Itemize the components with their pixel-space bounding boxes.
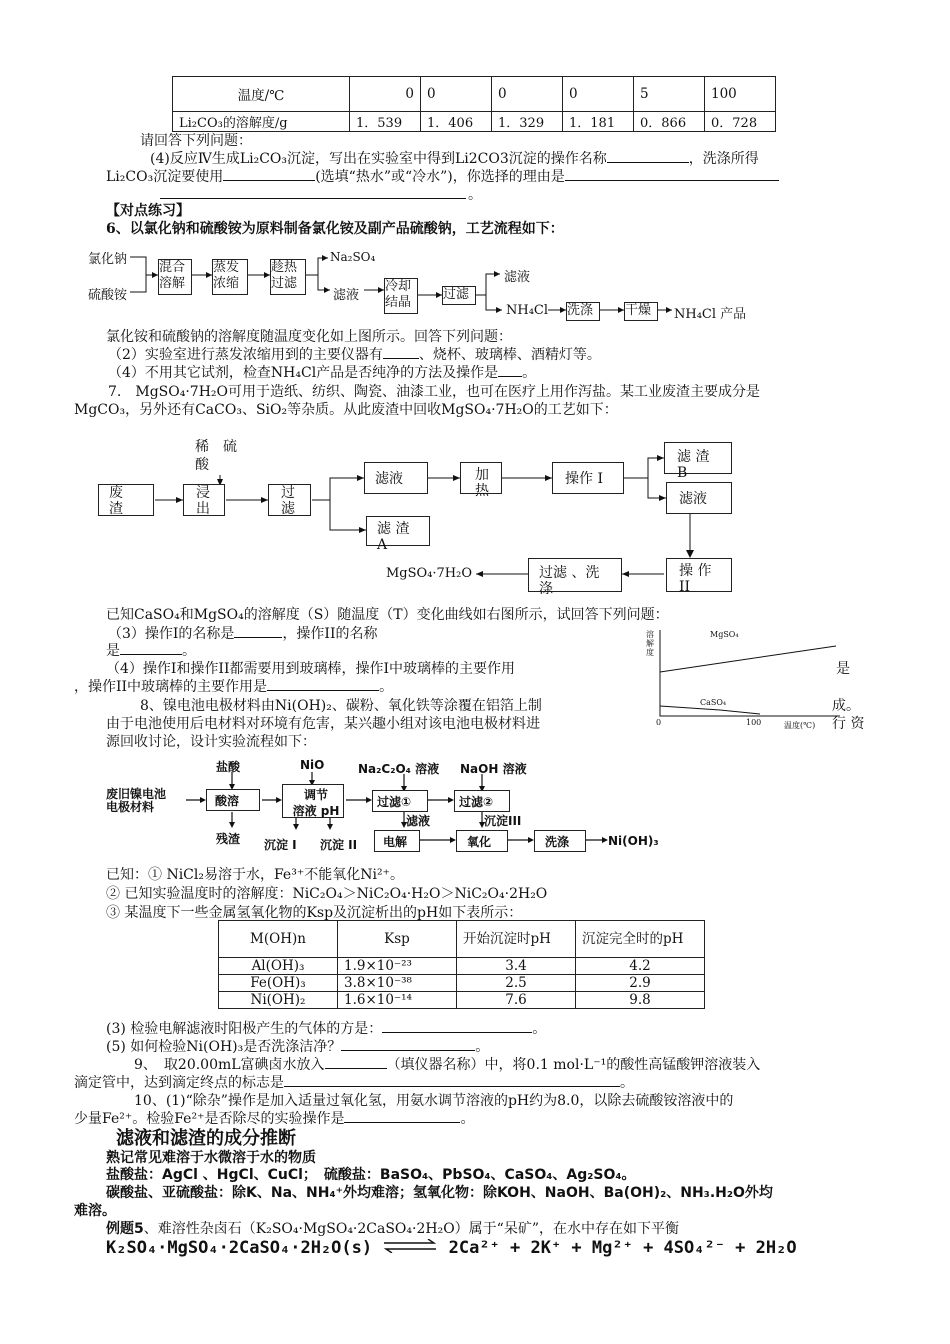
table-cell: 温度/℃ xyxy=(173,77,350,112)
box-oxidize: 氧化 xyxy=(456,830,508,852)
p6-q4: （4）不用其它试剂，检查NH₄Cl产品是否纯净的方法及操作是 。 xyxy=(108,362,536,382)
carbonate-line-end: 难溶。 xyxy=(74,1203,116,1219)
table-cell: Fe(OH)₃ xyxy=(219,975,338,992)
table-cell: 1.9×10⁻²³ xyxy=(338,958,457,975)
box-adjust-ph: 调节 溶液 pH xyxy=(282,784,344,818)
table-row xyxy=(219,958,705,975)
p7-q3: （3）操作I的名称是 ，操作II的名称 xyxy=(108,623,378,643)
box-filtrate2: 滤液 xyxy=(666,482,732,514)
box-evaporate: 蒸发浓缩 xyxy=(212,259,248,295)
ksp-table xyxy=(218,920,705,1009)
ppt3-label: 沉淀III xyxy=(484,814,522,828)
out-na2so4: Na₂SO₄ xyxy=(330,250,376,264)
section-practice: 【对点练习】 xyxy=(106,203,190,219)
table-cell: 0 xyxy=(492,77,563,112)
na2c2o4-label: Na₂C₂O₄ 溶液 xyxy=(358,762,440,776)
p9-line2: 滴定管中，达到滴定终点的标志是 。 xyxy=(74,1072,634,1092)
input-nh4so4: 硫酸铵 xyxy=(88,288,128,303)
q4-line2: Li₂CO₃沉淀要使用 (选填“热水”或“冷水”)，你选择的理由是 xyxy=(106,166,779,186)
table-cell: 1．406 xyxy=(421,112,492,132)
known-2: ② 已知实验温度时的溶解度：NiC₂O₄＞NiC₂O₄·H₂O＞NiC₂O₄·2H₂O xyxy=(106,886,548,902)
filtrate-label: 滤液 xyxy=(333,288,360,303)
p7-line1: 7. MgSO₄·7H₂O可用于造纸、纺织、陶瓷、油漆工业，也可在医疗上用作泻盐。某工业废渣主要成分是 xyxy=(108,384,760,400)
blank-line[interactable] xyxy=(344,1108,460,1123)
box-hot-filter: 趁热过滤 xyxy=(270,259,306,295)
tick-0: 0 xyxy=(656,718,662,727)
table-cell: 9.8 xyxy=(576,992,705,1009)
start-material: 废旧镍电池 电极材料 xyxy=(106,787,167,814)
p7-known: 已知CaSO₄和MgSO₄的溶解度（S）随温度（T）变化曲线如右图所示，试回答下列问题： xyxy=(106,607,669,623)
table-cell: 3.8×10⁻³⁸ xyxy=(338,975,457,992)
legend-caso4: CaSO₄ xyxy=(700,698,727,707)
blank-line[interactable] xyxy=(284,1072,620,1087)
filtrate2-label: 滤液 xyxy=(504,270,531,285)
product-nioh3: Ni(OH)₃ xyxy=(608,834,659,848)
table-cell: 1.6×10⁻¹⁴ xyxy=(338,992,457,1009)
equation-left: K₂SO₄·MgSO₄·2CaSO₄·2H₂O(s) xyxy=(106,1238,373,1258)
table-header: Ksp xyxy=(338,921,457,958)
input-nacl: 氯化钠 xyxy=(88,252,128,267)
dilute-h2so4-label: 稀 硫 酸 xyxy=(195,439,237,473)
table-row xyxy=(219,975,705,992)
chloride-salts: 盐酸盐：AgCl 、HgCl、CuCl； 硫酸盐：BaSO₄、PbSO₄、CaSO₄、Ag₂SO₄。 xyxy=(106,1167,636,1183)
table-cell: Al(OH)₃ xyxy=(219,958,338,975)
table-header: 沉淀完全时的pH xyxy=(576,921,705,958)
table-cell: 0．866 xyxy=(634,112,705,132)
blank-line[interactable] xyxy=(325,1054,387,1069)
p6-q2: （2）实验室进行蒸发浓缩用到的主要仪器有 、烧杯、玻璃棒、酒精灯等。 xyxy=(108,344,601,364)
table-cell: 2.5 xyxy=(457,975,576,992)
table-cell: 2.9 xyxy=(576,975,705,992)
tick-100: 100 xyxy=(746,718,762,727)
equation-right: 2Ca²⁺ + 2K⁺ + Mg²⁺ + 4SO₄²⁻ + 2H₂O xyxy=(448,1238,797,1258)
intro-text: 请回答下列问题： xyxy=(140,133,252,149)
table-cell: 3.4 xyxy=(457,958,576,975)
table-row xyxy=(219,992,705,1009)
ppt1-label: 沉淀 I xyxy=(264,838,297,852)
chart-ylabel: 溶 解 度 xyxy=(646,630,654,657)
p6-title: 6、以氯化钠和硫酸铵为原料制备氯化铵及副产品硫酸钠，工艺流程如下： xyxy=(106,221,564,237)
box-electrolysis: 电解 xyxy=(374,830,420,852)
example5: 例题5、难溶性杂卤石（K₂SO₄·MgSO₄·2CaSO₄·2H₂O）属于“呆矿”，在水中存在如下平衡 xyxy=(106,1221,679,1237)
p8-line2-end: 行 资 xyxy=(832,716,865,732)
p8-line1-end: 成。 xyxy=(832,698,860,714)
q5-text: (5) 如何检验Ni(OH)₃是否洗涤洁净？ 。 xyxy=(106,1036,489,1056)
table-cell: 0 xyxy=(350,77,421,112)
blank-line[interactable] xyxy=(382,1018,532,1033)
naoh-label: NaOH 溶液 xyxy=(460,762,527,776)
p8-line2: 由于电池使用后电材料对环境有危害，某兴趣小组对该电池电极材料进 xyxy=(106,716,540,732)
box-acid-dissolve: 酸溶 xyxy=(206,789,260,811)
p7-q3-cont: 是 。 xyxy=(106,640,196,660)
box-filter-1: 过滤① xyxy=(372,790,428,812)
box-operation-2: 操 作 II xyxy=(666,558,732,592)
box-dry: 干燥 xyxy=(624,302,658,321)
table-cell: 0 xyxy=(421,77,492,112)
filtrate-label: 滤液 xyxy=(406,814,431,828)
p6-desc: 氯化铵和硫酸钠的溶解度随温度变化如上图所示。回答下列问题： xyxy=(106,329,512,345)
hcl-label: 盐酸 xyxy=(216,760,241,774)
box-operation-1: 操作 I xyxy=(552,462,624,494)
q3-text: (3) 检验电解滤液时阳极产生的气体的方是： 。 xyxy=(106,1018,546,1038)
p7-q4: （4）操作I和操作II都需要用到玻璃棒，操作I中玻璃棒的主要作用 xyxy=(106,661,516,677)
nh4cl-label: NH₄Cl xyxy=(506,303,549,318)
box-residue-a: 滤 渣 A xyxy=(366,516,430,546)
table-cell: 1．329 xyxy=(492,112,563,132)
table-cell: 1．181 xyxy=(563,112,634,132)
chart-xlabel: 温度(℃) xyxy=(784,721,816,730)
box-mix-dissolve: 混合溶解 xyxy=(158,259,192,295)
table-cell: 0 xyxy=(563,77,634,112)
box-leach: 浸 出 xyxy=(183,484,225,516)
sub-heading: 熟记常见难溶于水微溶于水的物质 xyxy=(106,1150,316,1166)
table-cell: Ni(OH)₂ xyxy=(219,992,338,1009)
period: 。 xyxy=(468,187,482,203)
legend-mgso4: MgSO₄ xyxy=(710,630,739,639)
section-heading: 滤液和滤渣的成分推断 xyxy=(116,1128,296,1149)
nio-label: NiO xyxy=(300,758,325,772)
box-wash: 洗涤 xyxy=(534,830,586,852)
p10-line1: 10、(1)“除杂”操作是加入适量过氧化氢，用氨水调节溶液的pH约为8.0，以除去硫酸铵溶液中的 xyxy=(134,1093,734,1109)
box-heat: 加 热 xyxy=(460,462,502,494)
box-filtrate: 滤液 xyxy=(364,462,428,494)
carbonate-line: 碳酸盐、亚硫酸盐：除K、Na、NH₄⁺外均难溶；氢氧化物：除KOH、NaOH、Ba(OH)₂、NH₃.H₂O外均 xyxy=(106,1185,773,1201)
product-mgso4: MgSO₄·7H₂O xyxy=(386,566,473,581)
p7-line2: MgCO₃，另外还有CaCO₃、SiO₂等杂质。从此废渣中回收MgSO₄·7H₂O的工艺如下： xyxy=(74,402,618,418)
box-cool-crystal: 冷却结晶 xyxy=(384,278,418,314)
box-waste: 废 渣 xyxy=(98,484,154,516)
box-residue-b: 滤 渣 B xyxy=(664,442,732,474)
product-label: NH₄Cl 产品 xyxy=(674,307,747,322)
residue-label: 残渣 xyxy=(216,832,241,846)
table-cell: 0．728 xyxy=(705,112,776,132)
table-cell: Li₂CO₃的溶解度/g xyxy=(173,112,350,132)
p7-q4-cont: ，操作II中玻璃棒的主要作用是 。 xyxy=(74,676,393,696)
known-1: 已知：① NiCl₂易溶于水，Fe³⁺不能氧化Ni²⁺。 xyxy=(106,867,404,883)
p8-line3: 源回收讨论，设计实验流程如下： xyxy=(106,734,316,750)
ppt2-label: 沉淀 II xyxy=(320,838,358,852)
table-cell: 5 xyxy=(634,77,705,112)
box-filter: 过 滤 xyxy=(268,484,311,516)
table-cell: 1．539 xyxy=(350,112,421,132)
table-header: M(OH)n xyxy=(219,921,338,958)
box-wash: 洗涤 xyxy=(566,302,600,321)
blank-line[interactable] xyxy=(341,1036,475,1051)
table-cell: 7.6 xyxy=(457,992,576,1009)
p8-line1: 8、镍电池电极材料由Ni(OH)₂、碳粉、氧化铁等涂覆在铝箔上制 xyxy=(140,698,542,714)
table-cell: 100 xyxy=(705,77,776,112)
box-filter-wash: 过滤 、洗 涤 xyxy=(528,558,622,592)
known-3: ③ 某温度下一些金属氢氧化物的Ksp及沉淀析出的pH如下表所示： xyxy=(106,905,523,921)
equilibrium-arrow-icon xyxy=(382,1238,438,1258)
p10-line2: 少量Fe²⁺。检验Fe²⁺是否除尽的实验操作是 。 xyxy=(74,1108,474,1128)
equilibrium-equation xyxy=(106,1238,797,1258)
box-filter: 过滤 xyxy=(442,286,476,305)
q4-line1: (4)反应Ⅳ生成Li₂CO₃沉淀，写出在实验室中得到Li2CO3沉淀的操作名称 ，洗涤所得 xyxy=(150,148,759,168)
p9-line1: 9、 取20.00mL富碘卤水放入 （填仪器名称）中，将0.1 mol·L⁻¹的酸性高锰酸钾溶液装入 xyxy=(134,1054,760,1074)
table-header: 开始沉淀时pH xyxy=(457,921,576,958)
p7-q4-shi: 是 xyxy=(836,661,850,677)
table-cell: 4.2 xyxy=(576,958,705,975)
box-filter-2: 过滤② xyxy=(454,790,510,812)
